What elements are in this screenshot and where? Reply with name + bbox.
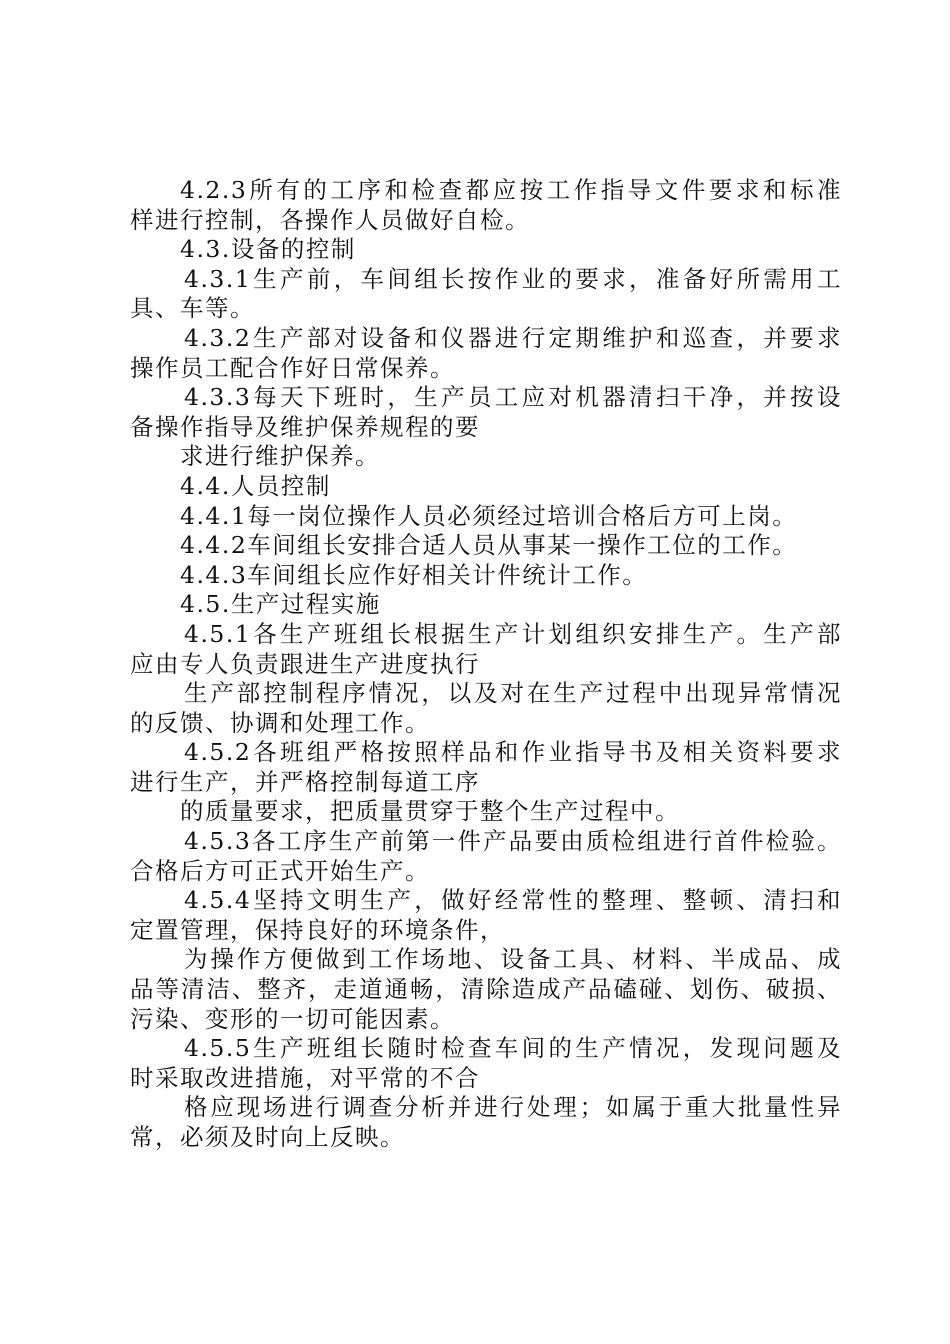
paragraph-4-5-3-line-2: 合格后方可正式开始生产。 — [130, 856, 430, 885]
paragraph-4-5-4-line-3: 为操作方便做到工作场地、设备工具、材料、半成品、成 — [184, 945, 842, 974]
paragraph-4-5-1-line-3: 生产部控制程序情况，以及对在生产过程中出现异常情况 — [184, 679, 842, 708]
paragraph-4-4-1: 4.4.1每一岗位操作人员必须经过培训合格后方可上岗。 — [180, 501, 798, 530]
paragraph-4-4-3: 4.4.3车间组长应作好相关计件统计工作。 — [180, 560, 648, 589]
paragraph-4-5-1-line-2: 应由专人负责跟进生产进度执行 — [130, 649, 480, 678]
paragraph-4-5-4-line-4: 品等清洁、整齐，走道通畅，清除造成产品磕碰、划伤、破损、 — [130, 975, 842, 1004]
paragraph-4-5-5-line-1: 4.5.5生产班组长随时检查车间的生产情况，发现问题及 — [184, 1034, 842, 1063]
paragraph-4-5-3-line-1: 4.5.3各工序生产前第一件产品要由质检组进行首件检验。 — [184, 827, 842, 856]
paragraph-4-5-4-line-5: 污染、变形的一切可能因素。 — [130, 1004, 455, 1033]
paragraph-4-3-1-line-1: 4.3.1生产前，车间组长按作业的要求，准备好所需用工 — [184, 264, 842, 293]
paragraph-4-5-1-line-1: 4.5.1各生产班组长根据生产计划组织安排生产。生产部 — [184, 619, 842, 648]
paragraph-4-3-2-line-2: 操作员工配合作好日常保养。 — [130, 353, 455, 382]
paragraph-4-3-3-line-2: 备操作指导及维护保养规程的要 — [130, 412, 480, 441]
section-heading-4-4: 4.4.人员控制 — [180, 471, 331, 500]
paragraph-4-2-3-line-1: 4.2.3所有的工序和检查都应按工作指导文件要求和标准 — [180, 176, 842, 204]
paragraph-4-5-1-line-4: 的反馈、协调和处理工作。 — [130, 708, 430, 737]
paragraph-4-5-4-line-2: 定置管理，保持良好的环境条件， — [130, 915, 505, 944]
section-heading-4-5: 4.5.生产过程实施 — [180, 590, 381, 619]
paragraph-4-5-2-line-3: 的质量要求，把质量贯穿于整个生产过程中。 — [180, 797, 680, 826]
paragraph-4-5-5-line-2: 时采取改进措施，对平常的不合 — [130, 1063, 480, 1092]
paragraph-4-5-5-line-4: 常，必须及时向上反映。 — [130, 1123, 405, 1151]
paragraph-4-5-2-line-1: 4.5.2各班组严格按照样品和作业指导书及相关资料要求 — [184, 738, 842, 767]
paragraph-4-3-3-line-1: 4.3.3每天下班时，生产员工应对机器清扫干净，并按设 — [184, 383, 842, 412]
section-heading-4-3: 4.3.设备的控制 — [180, 235, 356, 264]
paragraph-4-4-2: 4.4.2车间组长安排合适人员从事某一操作工位的工作。 — [180, 531, 798, 560]
paragraph-4-3-2-line-1: 4.3.2生产部对设备和仪器进行定期维护和巡查，并要求 — [184, 323, 842, 352]
paragraph-4-3-3-line-3: 求进行维护保养。 — [180, 442, 380, 471]
paragraph-4-5-5-line-3: 格应现场进行调查分析并进行处理；如属于重大批量性异 — [184, 1093, 842, 1122]
paragraph-4-5-4-line-1: 4.5.4坚持文明生产，做好经常性的整理、整顿、清扫和 — [184, 886, 842, 915]
paragraph-4-3-1-line-2: 具、车等。 — [130, 294, 255, 323]
paragraph-4-2-3-line-2: 样进行控制，各操作人员做好自检。 — [130, 205, 530, 234]
document-body — [130, 176, 842, 1153]
paragraph-4-5-2-line-2: 进行生产，并严格控制每道工序 — [130, 767, 480, 796]
